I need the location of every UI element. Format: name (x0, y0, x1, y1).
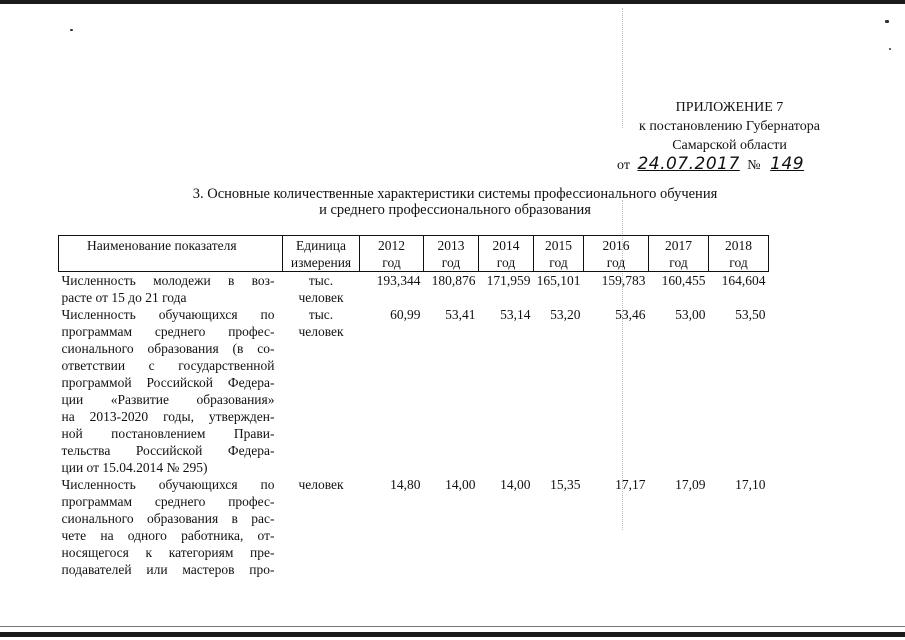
section-heading-line-2: и среднего профессионального образования (319, 202, 591, 218)
scan-speck (889, 48, 891, 50)
row-value: 53,41 (445, 307, 476, 322)
row-name-line: ответствии с государственной (61, 358, 275, 373)
row-value: 53,20 (550, 307, 581, 322)
header-year-value: 2018 (725, 238, 752, 253)
header-year-value: 2014 (492, 238, 520, 253)
appendix-block (617, 98, 842, 175)
header-year (534, 236, 584, 272)
date-prefix: от (617, 158, 630, 173)
header-year (649, 236, 709, 272)
row-name (59, 272, 283, 307)
scan-bottom-line (0, 626, 905, 627)
header-year-suffix: год (729, 255, 748, 270)
row-name-line: программой Российской Федера- (61, 375, 275, 390)
row-name-line: Численность обучающихся по (61, 307, 275, 322)
row-name-line: чете на одного работника, от- (61, 528, 275, 543)
row-name-line: Численность молодежи в воз- (61, 273, 275, 288)
section-heading-line-1: 3. Основные количественные характеристики системы профессионального обучения (192, 186, 718, 202)
scan-speck (70, 29, 73, 31)
header-year-value: 2017 (665, 238, 692, 253)
header-year (360, 236, 424, 272)
row-name-line: расте от 15 до 21 года (61, 290, 187, 305)
header-name: Наименование показателя (59, 236, 283, 272)
row-unit-line-2: человек (298, 324, 344, 339)
row-value: 17,10 (735, 477, 766, 492)
header-year-value: 2012 (378, 238, 405, 253)
scan-bottom-edge (0, 632, 905, 637)
row-value: 165,101 (536, 273, 581, 288)
handwritten-number: 149 (770, 154, 805, 174)
row-name-line: сионального образования в рас- (61, 511, 275, 526)
row-value: 60,99 (390, 307, 421, 322)
row-name-line: ции от 15.04.2014 № 295) (61, 460, 208, 475)
header-year-suffix: год (549, 255, 568, 270)
row-value: 53,46 (615, 307, 646, 322)
row-unit (283, 306, 360, 476)
row-value: 14,00 (500, 477, 531, 492)
row-name-line: программам среднего профес- (61, 494, 275, 509)
row-name-line: ной постановлением Прави- (61, 426, 275, 441)
row-value: 193,344 (376, 273, 421, 288)
row-unit-line-1: человек (298, 477, 344, 492)
header-year-suffix: год (496, 255, 516, 270)
row-value: 53,50 (735, 307, 766, 322)
row-unit-line-1: тыс. (308, 307, 334, 322)
row-name (59, 476, 283, 578)
row-name-line: подавателей или мастеров про- (61, 562, 275, 577)
row-value: 17,17 (615, 477, 646, 492)
scan-top-edge (0, 0, 905, 4)
header-year (709, 236, 769, 272)
row-value: 164,604 (721, 273, 766, 288)
header-year-suffix: год (669, 255, 688, 270)
row-value: 53,00 (675, 307, 706, 322)
header-year (424, 236, 479, 272)
table-row (59, 272, 769, 307)
appendix-title: ПРИЛОЖЕНИЕ 7 (675, 100, 784, 115)
header-year (479, 236, 534, 272)
appendix-line-1: к постановлению Губернатора (639, 119, 820, 134)
header-year-value: 2015 (545, 238, 572, 253)
header-unit (283, 236, 360, 272)
row-name-line: носящегося к категориям пре- (61, 545, 275, 560)
indicators-table (58, 235, 769, 578)
header-year-suffix: год (441, 255, 461, 270)
row-value: 160,455 (661, 273, 706, 288)
table-row (59, 476, 769, 578)
number-sign: № (747, 158, 761, 173)
row-value: 15,35 (550, 477, 581, 492)
row-name (59, 306, 283, 476)
header-year (584, 236, 649, 272)
appendix-line-2: Самарской области (672, 138, 787, 153)
table-row (59, 306, 769, 476)
row-value: 14,80 (390, 477, 421, 492)
scan-speck (885, 20, 889, 23)
row-value: 180,876 (431, 273, 476, 288)
header-year-suffix: год (606, 255, 626, 270)
row-unit-line-1: тыс. (308, 273, 334, 288)
row-unit (283, 272, 360, 307)
row-value: 159,783 (601, 273, 646, 288)
row-name-line: ции «Развитие образования» (61, 392, 275, 407)
row-value: 171,959 (486, 273, 531, 288)
table-header-row (59, 236, 769, 272)
header-year-value: 2013 (437, 238, 465, 253)
row-name-line: на 2013-2020 годы, утвержден- (61, 409, 275, 424)
handwritten-date: 24.07.2017 (637, 154, 740, 174)
row-value: 17,09 (675, 477, 706, 492)
header-year-value: 2016 (602, 238, 630, 253)
row-name-line: Численность обучающихся по (61, 477, 275, 492)
header-unit-line-1: Единица (295, 238, 346, 253)
row-unit (283, 476, 360, 578)
appendix-date-row (617, 155, 842, 175)
header-unit-line-2: измерения (290, 255, 352, 270)
row-name-line: программам среднего профес- (61, 324, 275, 339)
row-unit-line-2: человек (298, 290, 344, 305)
row-name-line: тельства Российской Федера- (61, 443, 275, 458)
header-year-suffix: год (382, 255, 401, 270)
section-heading (150, 186, 760, 218)
row-value: 53,14 (500, 307, 531, 322)
row-value: 14,00 (445, 477, 476, 492)
row-name-line: сионального образования (в со- (61, 341, 275, 356)
